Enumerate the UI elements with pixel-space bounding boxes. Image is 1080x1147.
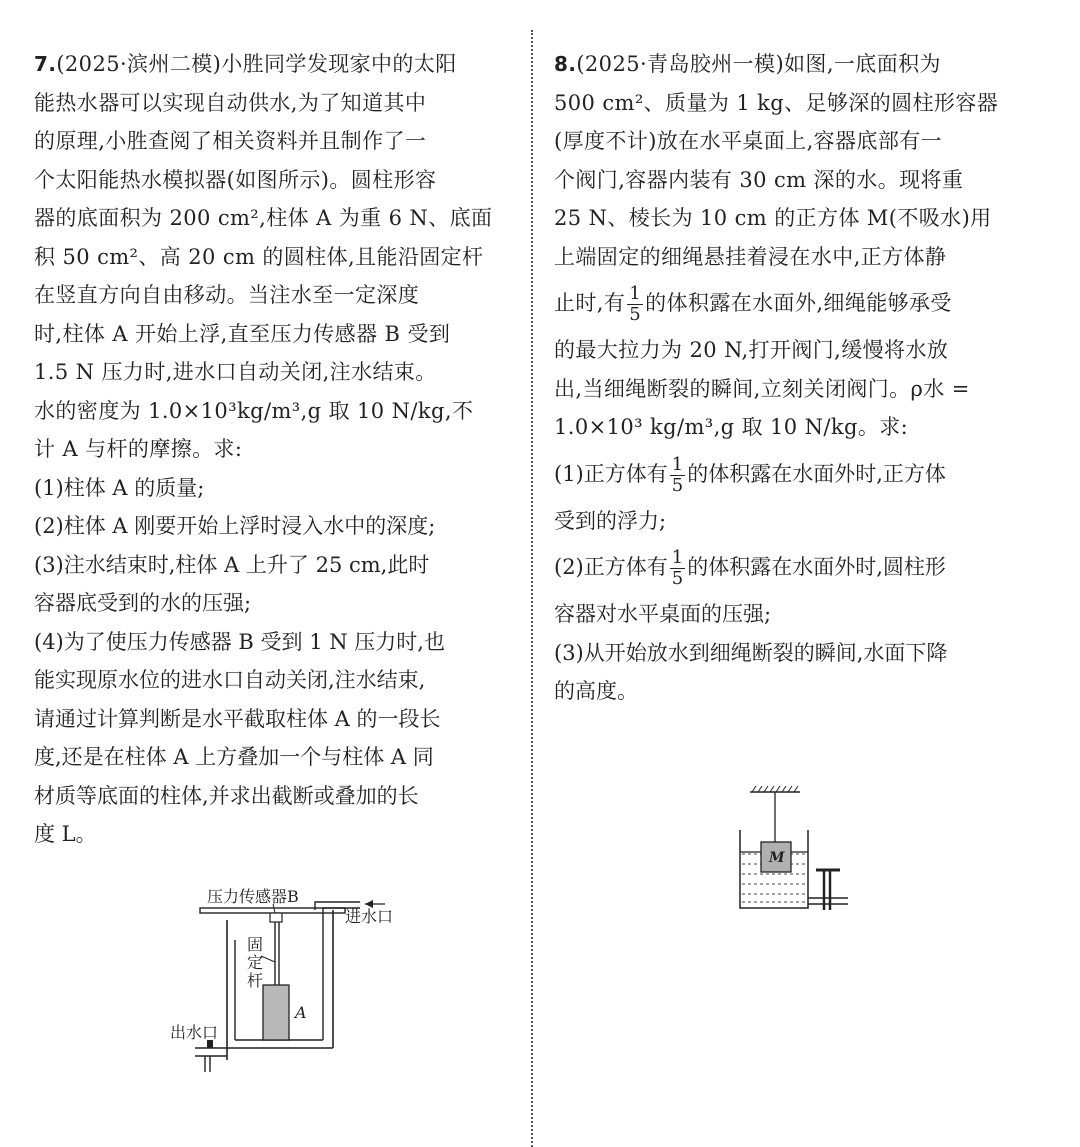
rod-label: 定 (247, 953, 264, 972)
rod-label: 杆 (247, 971, 264, 990)
sensor-label: 压力传感器B (207, 887, 299, 906)
outlet-label: 出水口 (170, 1023, 219, 1042)
q7-line: 1.5 N 压力时,进水口自动关闭,注水结束。 (34, 360, 437, 384)
q8-number: 8. (554, 52, 577, 76)
q7-number: 7. (34, 52, 57, 76)
body-a-label: A (295, 1003, 307, 1022)
q8-line: 个阀门,容器内装有 30 cm 深的水。现将重 (554, 167, 964, 192)
cube-m-label: M (769, 850, 785, 866)
fraction: $\frac{1}{5}$ (671, 547, 684, 589)
q8-line: 8.(2025·青岛胶州一模)如图,一底面积为 (554, 52, 941, 76)
q8-line: 1.0×10³ kg/m³,g 取 10 N/kg。求: (554, 415, 909, 439)
q7-line: 器的底面积为 200 cm²,柱体 A 为重 6 N、底面 (34, 206, 493, 230)
fraction: $\frac{1}{5}$ (629, 283, 642, 325)
q7-subquestion: (2)柱体 A 刚要开始上浮时浸入水中的深度; (34, 514, 436, 538)
question-7 (34, 45, 512, 854)
column-divider (531, 30, 533, 1147)
q8-line: 的最大拉力为 20 N,打开阀门,缓慢将水放 (554, 338, 949, 362)
q8-subquestion: 受到的浮力; (554, 508, 667, 533)
q7-subquestion: (3)注水结束时,柱体 A 上升了 25 cm,此时 (34, 552, 430, 577)
q8-subquestion: 的高度。 (554, 679, 638, 703)
q8-line: 500 cm²、质量为 1 kg、足够深的圆柱形容器 (554, 90, 999, 115)
q7-subquestion: 度 L。 (34, 822, 97, 846)
q7-line: 7.(2025·滨州二模)小胜同学发现家中的太阳 (34, 52, 457, 76)
fraction: $\frac{1}{5}$ (671, 453, 684, 496)
q7-line: 水的密度为 1.0×10³kg/m³,g 取 10 N/kg,不 (34, 398, 474, 423)
q7-subquestion: (1)柱体 A 的质量; (34, 475, 205, 500)
q7-line: 的原理,小胜查阅了相关资料并且制作了一 (34, 129, 427, 153)
q8-line: 出,当细绳断裂的瞬间,立刻关闭阀门。ρ水 = (554, 376, 970, 401)
q7-line: 计 A 与杆的摩擦。求: (34, 437, 243, 461)
q8-line: 上端固定的细绳悬挂着浸在水中,正方体静 (554, 244, 947, 269)
q8-line: (厚度不计)放在水平桌面上,容器底部有一 (554, 129, 943, 153)
inlet-label: 进水口 (345, 907, 394, 926)
q7-subquestion: 度,还是在柱体 A 上方叠加一个与柱体 A 同 (34, 745, 434, 769)
q7-subquestion: 能实现原水位的进水口自动关闭,注水结束, (34, 668, 426, 692)
question-8 (554, 45, 1032, 711)
q7-line: 能热水器可以实现自动供水,为了知道其中 (34, 90, 427, 115)
q7-figure (165, 880, 425, 1080)
q7-line: 积 50 cm²、高 20 cm 的圆柱体,且能沿固定杆 (34, 244, 484, 269)
q7-subquestion: 材质等底面的柱体,并求出截断或叠加的长 (34, 783, 419, 808)
q8-subquestion: 容器对水平桌面的压强; (554, 602, 772, 626)
q8-figure (730, 780, 860, 915)
q7-subquestion: 容器底受到的水的压强; (34, 591, 252, 615)
q7-subquestion: (4)为了使压力传感器 B 受到 1 N 压力时,也 (34, 629, 445, 654)
q8-subquestion: (2)正方体有 $\frac{1}{5}$ 的体积露在水面外时,圆柱形 (554, 547, 946, 589)
q7-line: 个太阳能热水模拟器(如图所示)。圆柱形容 (34, 167, 437, 192)
rod-label: 固 (247, 935, 264, 954)
q8-line: 25 N、棱长为 10 cm 的正方体 M(不吸水)用 (554, 206, 992, 230)
q7-subquestion: 请通过计算判断是水平截取柱体 A 的一段长 (34, 706, 441, 731)
q8-fraction-line: 止时,有 $\frac{1}{5}$ 的体积露在水面外,细绳能够承受 (554, 283, 952, 325)
q7-line: 在竖直方向自由移动。当注水至一定深度 (34, 283, 420, 307)
q7-line: 时,柱体 A 开始上浮,直至压力传感器 B 受到 (34, 321, 451, 346)
q8-subquestion: (1)正方体有 $\frac{1}{5}$ 的体积露在水面外时,正方体 (554, 453, 946, 496)
q8-subquestion: (3)从开始放水到细绳断裂的瞬间,水面下降 (554, 640, 948, 665)
